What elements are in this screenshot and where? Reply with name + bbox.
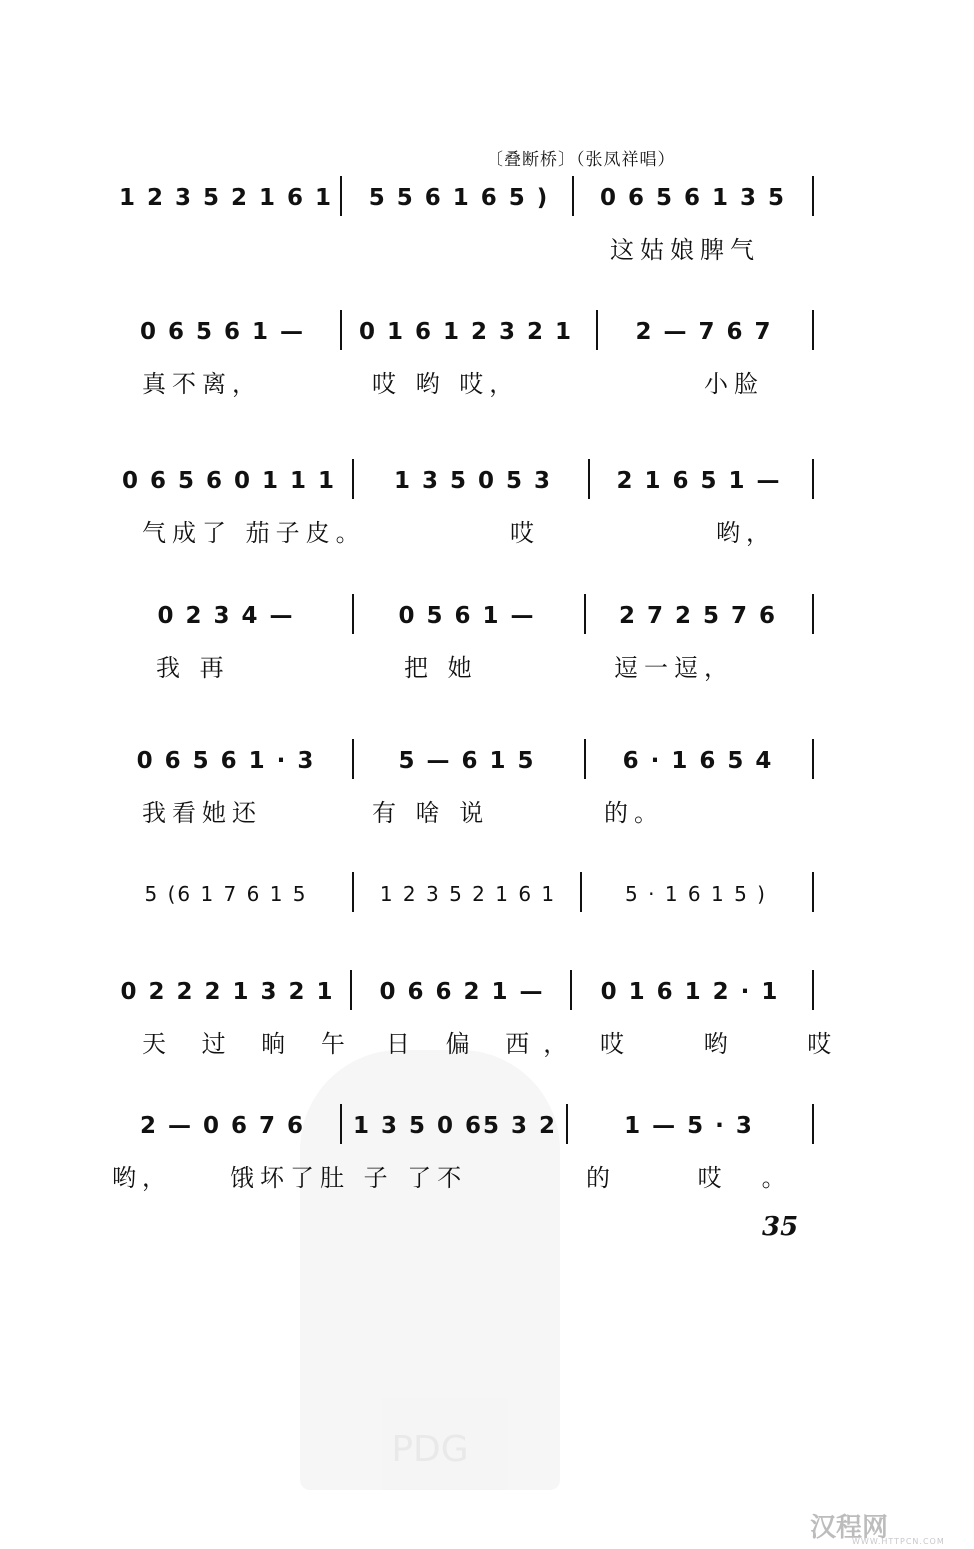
score-line: [110, 455, 822, 565]
bar-line: [812, 594, 814, 634]
score-line: [110, 590, 822, 700]
bar-line: [566, 1104, 568, 1144]
lyric-text: 这姑娘脾气: [610, 236, 760, 264]
tune-header: 〔叠断桥〕（张凤祥唱）: [486, 150, 676, 170]
lyric-text: 哟，: [112, 1164, 172, 1192]
bar-line: [812, 459, 814, 499]
measure: 1 3 5 0 5 3: [393, 468, 553, 494]
bar-line: [588, 459, 590, 499]
lyric-text: 日 偏 西，: [386, 1030, 582, 1058]
score-line: [110, 735, 822, 845]
bar-line: [584, 594, 586, 634]
measure: 1 2 3 5 2 1 6 1: [118, 185, 334, 211]
bar-line: [812, 872, 814, 912]
bar-line: [812, 739, 814, 779]
lyric-text: 哎: [510, 519, 540, 547]
measure: 6 · 1 6 5 4: [622, 748, 774, 774]
measure: 5 5 6 1 6 5 ): [368, 185, 550, 211]
measure: 2 7 2 5 7 6: [618, 603, 778, 629]
bar-line: [352, 739, 354, 779]
measure: 5 — 6 1 5: [398, 748, 536, 774]
score-line: [110, 306, 822, 416]
bar-line: [572, 176, 574, 216]
bar-line: [812, 310, 814, 350]
measure: 0 6 6 2 1 —: [379, 979, 545, 1005]
measure: 0 2 3 4 —: [157, 603, 295, 629]
bar-line: [350, 970, 352, 1010]
measure: 1 — 5 · 3: [624, 1113, 754, 1139]
logo-text: 汉程网: [810, 1512, 889, 1543]
measure: 0 6 5 6 1 3 5: [599, 185, 787, 211]
bar-line: [812, 1104, 814, 1144]
logo-subtext: WWW.HTTPCN.COM: [852, 1537, 945, 1546]
measure: 5 (6 1 7 6 1 5: [144, 882, 308, 906]
measure: 0 6 5 6 0 1 1 1: [121, 468, 337, 494]
measure: 0 1 6 1 2 3 2 1: [358, 319, 574, 345]
score-line: [110, 1100, 826, 1210]
measure: 2 1 6 5 1 —: [616, 468, 782, 494]
bar-line: [580, 872, 582, 912]
lyric-text: 有 啥 说: [372, 799, 490, 827]
lyric-text: 的。: [604, 799, 664, 827]
bar-line: [812, 970, 814, 1010]
measure: 0 6 5 6 1 —: [139, 319, 306, 345]
lyric-text: 的 哎。: [586, 1164, 826, 1192]
measure: 1 2 3 5 2 1 6 1: [379, 882, 557, 906]
bar-line: [812, 176, 814, 216]
lyric-text: 哟，: [716, 519, 776, 547]
lyric-text: 哎 哟 哎，: [372, 370, 520, 398]
page-number: 35: [762, 1212, 799, 1242]
measure: 2 — 0 6 7 6: [139, 1113, 306, 1139]
lyric-text: 我看她还: [142, 799, 262, 827]
bar-line: [352, 872, 354, 912]
measure: 5 · 1 6 1 5 ): [625, 882, 767, 906]
bar-line: [340, 176, 342, 216]
score-line: [110, 172, 822, 282]
bar-line: [570, 970, 572, 1010]
score-line: [110, 966, 868, 1076]
lyric-text: 真不离，: [142, 370, 262, 398]
score-line: [110, 868, 822, 978]
bar-line: [596, 310, 598, 350]
measure: 0 5 6 1 —: [398, 603, 536, 629]
measure: 0 2 2 2 1 3 2 1: [120, 979, 335, 1005]
watermark-text: PDG: [391, 1429, 469, 1470]
measure: 0 1 6 1 2 · 1: [600, 979, 780, 1005]
bar-line: [340, 310, 342, 350]
site-logo: [810, 1505, 960, 1545]
bar-line: [340, 1104, 342, 1144]
measure: 0 6 5 6 1 · 3: [136, 748, 316, 774]
lyric-text: 我 再: [156, 654, 230, 682]
lyric-text: 气成了 茄子皮。: [142, 519, 366, 547]
lyric-text: 逗一逗，: [614, 654, 734, 682]
lyric-text: 把 她: [404, 654, 478, 682]
bar-line: [352, 459, 354, 499]
measure: 1 3 5 0 65 3 2: [352, 1113, 558, 1139]
bar-line: [584, 739, 586, 779]
lyric-text: 饿坏了肚 子 了不: [230, 1164, 468, 1192]
measure: 2 — 7 6 7: [635, 319, 773, 345]
lyric-text: 小脸: [704, 370, 764, 398]
lyric-text: 哎 哟 哎: [600, 1030, 868, 1058]
bar-line: [352, 594, 354, 634]
lyric-text: 天 过 晌 午: [142, 1030, 359, 1058]
